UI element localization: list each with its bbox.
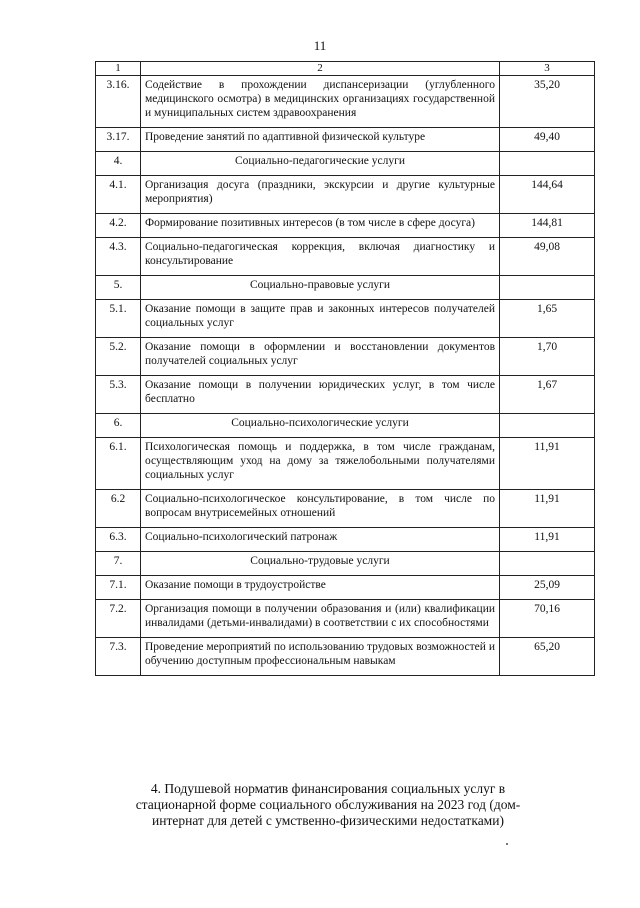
table-row	[96, 490, 595, 528]
normative-value	[500, 414, 595, 438]
column-header-value: 3	[500, 62, 595, 76]
table-row	[96, 438, 595, 490]
normative-value: 1,65	[500, 300, 595, 338]
table-row	[96, 214, 595, 238]
table-header-row	[96, 62, 595, 76]
normative-value: 11,91	[500, 528, 595, 552]
row-number: 7.2.	[96, 600, 141, 638]
table-row	[96, 376, 595, 414]
service-name: Проведение мероприятий по использованию трудовых возможностей и обучению доступным профессиональным навыкам	[141, 638, 500, 676]
normative-value: 1,70	[500, 338, 595, 376]
service-name: Социально-психологический патронаж	[141, 528, 500, 552]
row-number: 6.	[96, 414, 141, 438]
section-title: Социально-трудовые услуги	[141, 552, 500, 576]
table-row	[96, 128, 595, 152]
normative-value	[500, 552, 595, 576]
row-number: 5.	[96, 276, 141, 300]
section-title: Социально-педагогические услуги	[141, 152, 500, 176]
table-row	[96, 338, 595, 376]
service-name: Оказание помощи в трудоустройстве	[141, 576, 500, 600]
row-number: 6.1.	[96, 438, 141, 490]
section-row	[96, 414, 595, 438]
row-number: 7.3.	[96, 638, 141, 676]
table-row	[96, 76, 595, 128]
row-number: 7.	[96, 552, 141, 576]
row-number: 7.1.	[96, 576, 141, 600]
table-row	[96, 238, 595, 276]
column-header-number: 1	[96, 62, 141, 76]
service-name: Социально-педагогическая коррекция, включая диагностику и консультирование	[141, 238, 500, 276]
section-row	[96, 276, 595, 300]
table-row	[96, 638, 595, 676]
scan-speck	[506, 843, 508, 845]
service-name: Психологическая помощь и поддержка, в том числе гражданам, осуществляющим уход на дому за тяжелобольными получателями социальных услуг	[141, 438, 500, 490]
column-header-service: 2	[141, 62, 500, 76]
service-name: Организация досуга (праздники, экскурсии и другие культурные мероприятия)	[141, 176, 500, 214]
service-name: Формирование позитивных интересов (в том числе в сфере досуга)	[141, 214, 500, 238]
normative-value: 49,08	[500, 238, 595, 276]
service-name: Оказание помощи в защите прав и законных интересов получателей социальных услуг	[141, 300, 500, 338]
normative-value	[500, 276, 595, 300]
service-name: Организация помощи в получении образования и (или) квалификации инвалидами (детьми-инвалидами) в соответствии с их способностями	[141, 600, 500, 638]
row-number: 6.3.	[96, 528, 141, 552]
table-row	[96, 600, 595, 638]
row-number: 5.2.	[96, 338, 141, 376]
normative-value: 49,40	[500, 128, 595, 152]
section-title: Социально-психологические услуги	[141, 414, 500, 438]
normative-value: 25,09	[500, 576, 595, 600]
table-row	[96, 300, 595, 338]
service-name: Социально-психологическое консультирование, в том числе по вопросам внутрисемейных отношений	[141, 490, 500, 528]
normative-heading: 4. Подушевой норматив финансирования социальных услуг в стационарной форме социального обслуживания на 2023 год (дом-интернат для детей с умственно-физическими недостатками)	[135, 781, 521, 828]
normative-value: 65,20	[500, 638, 595, 676]
row-number: 3.17.	[96, 128, 141, 152]
normative-value: 11,91	[500, 438, 595, 490]
page-number: 11	[313, 38, 327, 53]
normative-value: 1,67	[500, 376, 595, 414]
service-name: Оказание помощи в оформлении и восстановлении документов получателей социальных услуг	[141, 338, 500, 376]
section-row	[96, 552, 595, 576]
row-number: 5.3.	[96, 376, 141, 414]
row-number: 6.2	[96, 490, 141, 528]
table-row	[96, 176, 595, 214]
services-table	[95, 61, 595, 676]
row-number: 5.1.	[96, 300, 141, 338]
table-row	[96, 576, 595, 600]
row-number: 4.3.	[96, 238, 141, 276]
service-name: Оказание помощи в получении юридических услуг, в том числе бесплатно	[141, 376, 500, 414]
section-row	[96, 152, 595, 176]
section-title: Социально-правовые услуги	[141, 276, 500, 300]
normative-value: 144,64	[500, 176, 595, 214]
service-name: Содействие в прохождении диспансеризации (углубленного медицинского осмотра) в медицинских организациях государственной и муниципальных систем здравоохранения	[141, 76, 500, 128]
row-number: 4.2.	[96, 214, 141, 238]
normative-value: 11,91	[500, 490, 595, 528]
service-name: Проведение занятий по адаптивной физической культуре	[141, 128, 500, 152]
row-number: 4.	[96, 152, 141, 176]
table-row	[96, 528, 595, 552]
row-number: 4.1.	[96, 176, 141, 214]
row-number: 3.16.	[96, 76, 141, 128]
normative-value	[500, 152, 595, 176]
normative-value: 144,81	[500, 214, 595, 238]
normative-value: 70,16	[500, 600, 595, 638]
normative-value: 35,20	[500, 76, 595, 128]
